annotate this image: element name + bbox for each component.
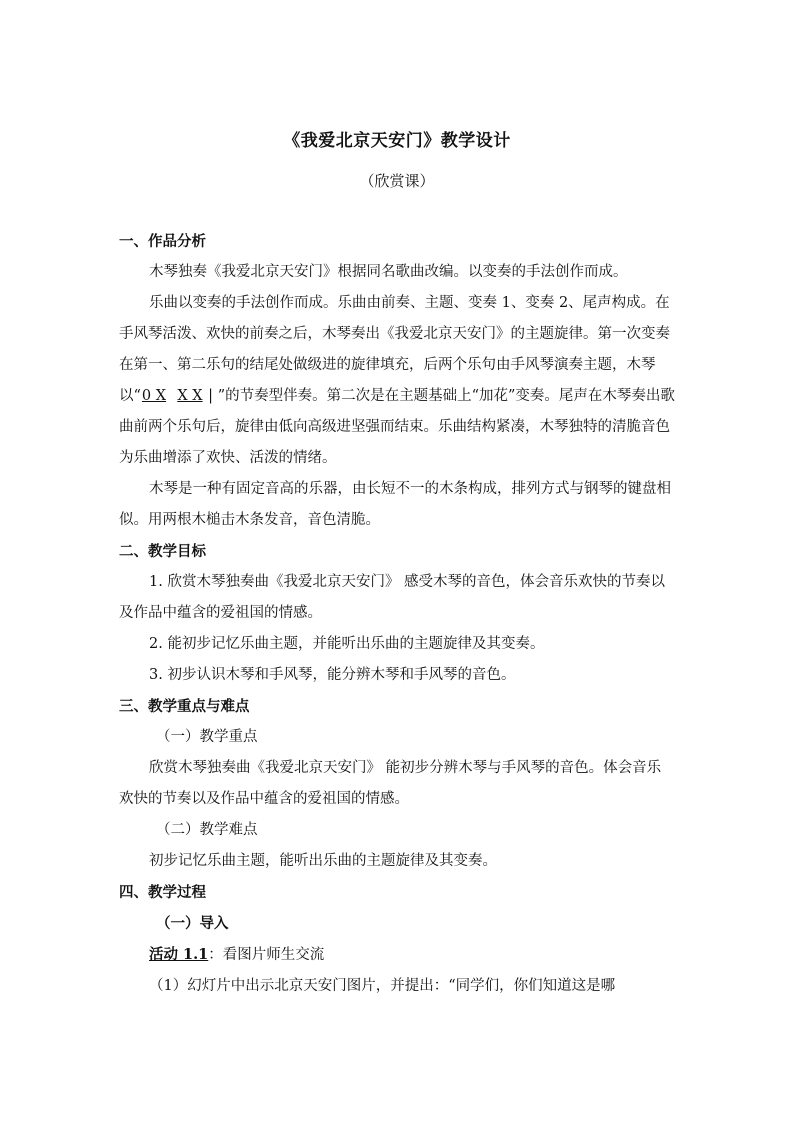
paragraph: （1）幻灯片中出示北京天安门图片，并提出：“同学们，你们知道这是哪 bbox=[149, 978, 616, 994]
list-item: 3. 初步认识木琴和手风琴，能分辨木琴和手风琴的音色。 bbox=[149, 667, 516, 683]
barline: | bbox=[203, 388, 218, 404]
activity-label: 活动 1.1 bbox=[149, 946, 209, 963]
subheading: （一）导入 bbox=[156, 915, 229, 932]
subheading: （一）教学重点 bbox=[156, 729, 258, 745]
activity-line bbox=[119, 939, 675, 971]
rhythm-notation: 0 X bbox=[141, 388, 167, 404]
section-heading-analysis: 一、作品分析 bbox=[119, 233, 206, 250]
section-heading-goals: 二、教学目标 bbox=[119, 543, 206, 560]
paragraph: 木琴独奏《我爱北京天安门》根据同名歌曲改编。以变奏的手法创作而成。 bbox=[149, 264, 628, 280]
paragraph: 木琴是一种有固定音高的乐器，由长短不一的木条构成，排列方式与钢琴的键盘相似。用两根木槌击木条发音，音色清脆。 bbox=[119, 481, 671, 528]
document-subtitle: （欣赏课） bbox=[359, 172, 435, 190]
paragraph: 初步记忆乐曲主题，能听出乐曲的主题旋律及其变奏。 bbox=[149, 853, 497, 869]
document-body bbox=[119, 226, 675, 1002]
subheading: （二）教学难点 bbox=[156, 822, 258, 838]
rhythm-notation: X X bbox=[177, 388, 203, 404]
paragraph-text: 乐曲以变奏的手法创作而成。乐曲由前奏、主题、变奏 1、变奏 2、尾声构成。在手风琴活泼、欢快的前奏之后，木琴奏出《我爱北京天安门》的主题旋律。第一次变奏在第一、第二乐句的结尾处做级进的旋律填充，后两个乐句由手风琴演奏主题，木琴以“ bbox=[119, 295, 670, 404]
section-heading-key-points: 三、教学重点与难点 bbox=[119, 698, 250, 715]
document-title: 《我爱北京天安门》教学设计 bbox=[283, 131, 511, 151]
paragraph-text: ”的节奏型伴奏。第二次是在主题基础上“加花”变奏。尾声在木琴奏出歌曲前两个乐句后，旋律由低向高级进坚强而结束。乐曲结构紧凑，木琴独特的清脆音色为乐曲增添了欢快、活泼的情绪。 bbox=[119, 388, 675, 466]
list-item: 1. 欣赏木琴独奏曲《我爱北京天安门》 感受木琴的音色，体会音乐欢快的节奏以及作品中蕴含的爱祖国的情感。 bbox=[119, 574, 666, 621]
paragraph bbox=[119, 288, 675, 474]
paragraph: 欣赏木琴独奏曲《我爱北京天安门》 能初步分辨木琴与手风琴的音色。体会音乐欢快的节奏以及作品中蕴含的爱祖国的情感。 bbox=[119, 760, 662, 807]
list-item: 2. 能初步记忆乐曲主题，并能听出乐曲的主题旋律及其变奏。 bbox=[149, 636, 545, 652]
activity-text: ：看图片师生交流 bbox=[208, 947, 325, 963]
section-heading-process: 四、教学过程 bbox=[119, 884, 206, 901]
